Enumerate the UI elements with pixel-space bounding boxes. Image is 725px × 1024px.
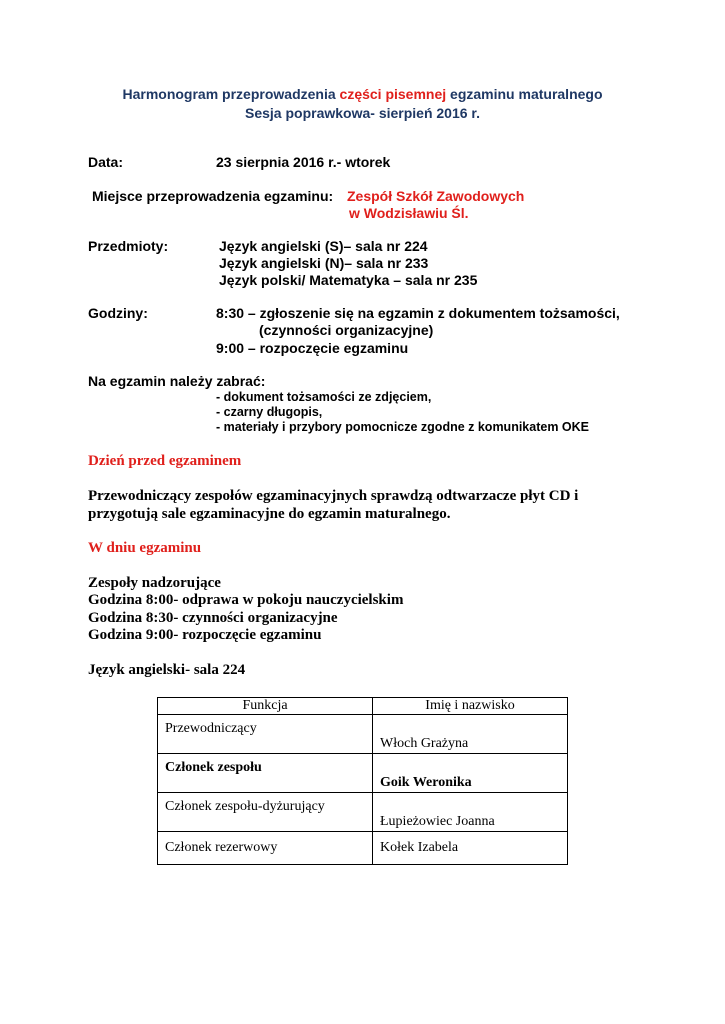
- bring-label: Na egzamin należy zabrać:: [88, 373, 266, 389]
- subject-item: Język polski/ Matematyka – sala nr 235: [219, 272, 478, 288]
- place-label: Miejsce przeprowadzenia egzaminu:: [92, 188, 334, 204]
- exam-day-heading: W dniu egzaminu: [88, 540, 202, 556]
- role-cell: Członek zespołu: [158, 754, 373, 793]
- subject-item: Język angielski (N)– sala nr 233: [219, 255, 429, 271]
- table-header-row: [158, 698, 568, 715]
- supervision-table: [157, 697, 568, 865]
- place-school: Zespół Szkół Zawodowych: [347, 188, 525, 204]
- exam-day-line: Godzina 8:30- czynności organizacyjne: [88, 610, 338, 626]
- exam-day-line: Zespoły nadzorujące: [88, 575, 221, 591]
- day-before-heading: Dzień przed egzaminem: [88, 453, 242, 469]
- table-row: [158, 793, 568, 832]
- role-cell: Członek zespołu-dyżurujący: [158, 793, 373, 832]
- name-cell: Goik Weronika: [373, 754, 568, 793]
- hours-line: 8:30 – zgłoszenie się na egzamin z dokumentem tożsamości,: [216, 305, 620, 321]
- room-heading: Język angielski- sala 224: [88, 662, 246, 678]
- session-subtitle: Sesja poprawkowa- sierpień 2016 r.: [245, 105, 480, 121]
- name-cell: Łupieżowiec Joanna: [373, 793, 568, 832]
- title-part1: Harmonogram przeprowadzenia: [122, 86, 340, 102]
- role-cell: Członek rezerwowy: [158, 832, 373, 865]
- subject-item: Język angielski (S)– sala nr 224: [219, 238, 428, 254]
- column-header-function: Funkcja: [158, 698, 373, 715]
- date-label: Data:: [88, 154, 124, 170]
- hours-line: 9:00 – rozpoczęcie egzaminu: [216, 340, 409, 356]
- exam-day-line: Godzina 9:00- rozpoczęcie egzaminu: [88, 627, 322, 643]
- hours-line: (czynności organizacyjne): [259, 322, 434, 338]
- day-before-text: Przewodniczący zespołów egzaminacyjnych sprawdzą odtwarzacze płyt CD i: [88, 488, 579, 504]
- bring-item: - czarny długopis,: [216, 405, 323, 419]
- exam-day-line: Godzina 8:00- odprawa w pokoju nauczycielskim: [88, 592, 404, 608]
- title-part2: egzaminu maturalnego: [446, 86, 603, 102]
- name-cell: Kołek Izabela: [373, 832, 568, 865]
- place-city: w Wodzisławiu Śl.: [349, 205, 469, 221]
- day-before-text: przygotują sale egzaminacyjne do egzamin maturalnego.: [88, 506, 451, 522]
- hours-label: Godziny:: [88, 305, 148, 321]
- bring-item: - dokument tożsamości ze zdjęciem,: [216, 390, 432, 404]
- bring-item: - materiały i przybory pomocnicze zgodne z komunikatem OKE: [216, 420, 589, 434]
- table-row: [158, 715, 568, 754]
- role-cell: Przewodniczący: [158, 715, 373, 754]
- title-red-part: części pisemnej: [339, 86, 447, 102]
- document-title: [0, 86, 725, 102]
- name-cell: Włoch Grażyna: [373, 715, 568, 754]
- column-header-name: Imię i nazwisko: [373, 698, 568, 715]
- date-value: 23 sierpnia 2016 r.- wtorek: [216, 154, 391, 170]
- table-row: [158, 754, 568, 793]
- subjects-label: Przedmioty:: [88, 238, 169, 254]
- table-row: [158, 832, 568, 865]
